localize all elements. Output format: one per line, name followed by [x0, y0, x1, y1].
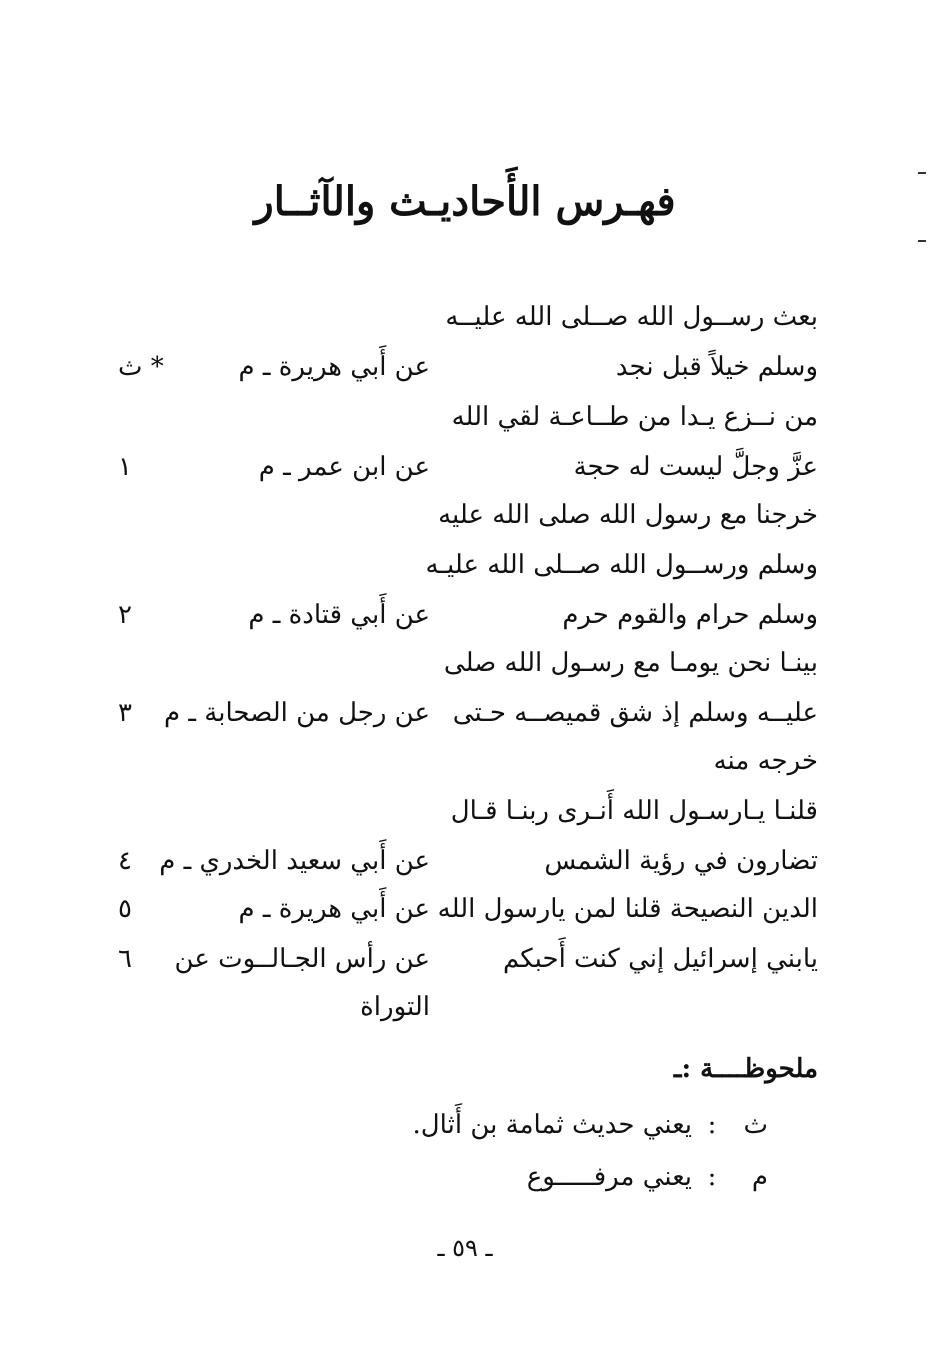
narrator: عن أَبي قتادة ـ م	[248, 600, 430, 630]
index-row	[0, 442, 930, 492]
narrator: عن أَبي هريرة ـ م	[238, 352, 430, 382]
note-key: م	[751, 1162, 768, 1192]
narrator: التوراة	[360, 992, 430, 1022]
note-item	[0, 1152, 930, 1202]
hadith-number: ١	[118, 452, 132, 482]
hadith-text: خرجنا مع رسول الله صلى الله عليه	[438, 500, 818, 530]
page-title: فهـرس الأَحاديـث والآثــار	[254, 178, 676, 225]
index-row	[0, 836, 930, 886]
hadith-text: وسلم خيلاً قبل نجد	[615, 352, 818, 382]
hadith-text: وسلم ورســول الله صــلى الله عليـه	[425, 550, 818, 580]
index-row	[0, 292, 930, 342]
note-item	[0, 1100, 930, 1150]
index-row	[0, 688, 930, 738]
hadith-text: قلنـا يـارسـول الله أَنـرى ربنـا قـال	[450, 796, 818, 826]
index-row	[0, 342, 930, 392]
index-row	[0, 540, 930, 590]
hadith-text: خرجه منه	[713, 746, 818, 776]
hadith-number: ٤	[118, 846, 132, 876]
index-row	[0, 982, 930, 1032]
hadith-number: ٣	[118, 698, 132, 728]
index-row	[0, 638, 930, 688]
narrator: عن رأس الجـالــوت عن	[174, 944, 430, 974]
index-row	[0, 934, 930, 984]
note-colon: :	[707, 1110, 717, 1140]
hadith-number: ٥	[118, 894, 132, 924]
note-value: يعني حديث ثمامة بن أَثال.	[412, 1110, 692, 1140]
narrator: عن أَبي سعيد الخدري ـ م	[159, 846, 430, 876]
index-row	[0, 736, 930, 786]
hadith-number: ٦	[118, 944, 132, 974]
hadith-text: يابني إسرائيل إني كنت أَحبكم	[502, 944, 818, 974]
hadith-text: عليــه وسلم إذ شق قميصــه حـتى	[452, 698, 818, 728]
index-row	[0, 590, 930, 640]
note-key: ث	[743, 1110, 768, 1140]
page-number: ـ ٥٩ ـ	[437, 1234, 493, 1262]
hadith-number: ٢	[118, 600, 132, 630]
hadith-number: * ث	[118, 352, 164, 382]
hadith-text: عزَّ وجلَّ ليست له حجة	[573, 452, 818, 482]
index-row	[0, 392, 930, 442]
note-colon: :	[707, 1162, 717, 1192]
index-row	[0, 786, 930, 836]
hadith-text: تضارون في رؤية الشمس	[544, 846, 818, 876]
narrator: عن ابن عمر ـ م	[258, 452, 430, 482]
narrator: عن أَبي هريرة ـ م	[238, 894, 430, 924]
index-row	[0, 884, 930, 934]
margin-mark	[918, 240, 926, 242]
margin-mark	[918, 172, 926, 174]
index-row	[0, 490, 930, 540]
hadith-text: من نــزع يـدا من طــاعـة لقي الله	[451, 402, 818, 432]
note-value: يعني مرفـــــوع	[526, 1162, 692, 1192]
notes-heading: ملحوظــــة :ـ	[673, 1054, 818, 1084]
hadith-text: وسلم حرام والقوم حرم	[562, 600, 818, 630]
narrator: عن رجل من الصحابة ـ م	[164, 698, 430, 728]
hadith-text: بعث رســول الله صــلى الله عليــه	[445, 302, 818, 332]
hadith-text: الدين النصيحة قلنا لمن يارسول الله	[437, 894, 818, 924]
hadith-text: بينـا نحن يومـا مع رسـول الله صلى	[443, 648, 818, 678]
